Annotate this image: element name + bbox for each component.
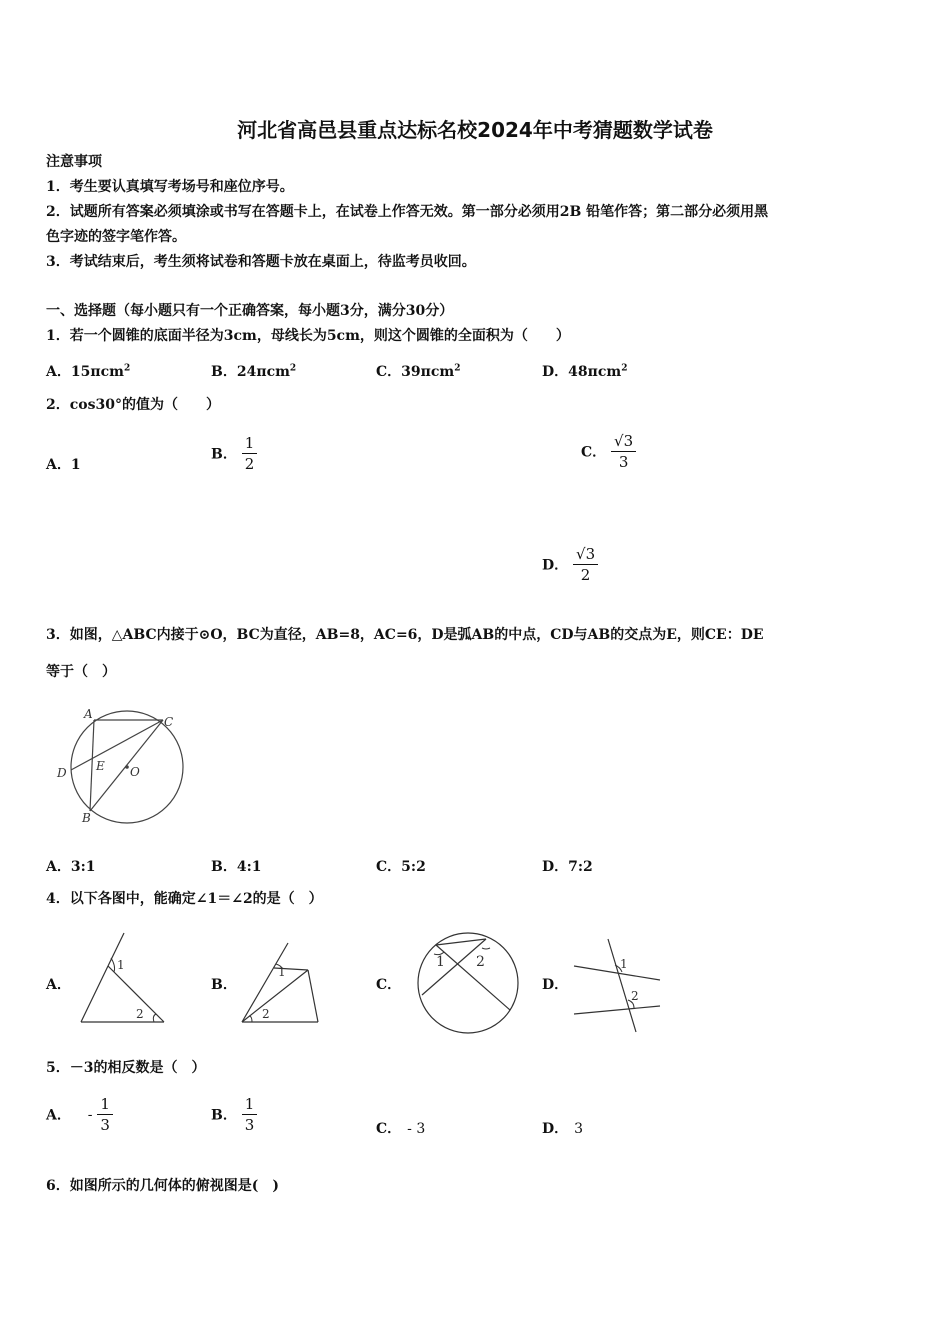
option-exponent: 2 [123,363,131,374]
option-label: D． [542,1121,569,1137]
q3-stem-line2: 等于（ ） [46,664,116,680]
q5-option-d[interactable] [542,1118,583,1138]
option-label: A． [46,1107,71,1124]
fraction [611,432,636,471]
option-label: D． [542,859,569,875]
denominator: 2 [580,566,591,584]
option-value: 24πcm [236,364,290,380]
notes-heading: 注意事项 [46,154,102,170]
line-2 [574,1006,660,1014]
angle-2-label: 2 [136,1007,144,1021]
q1-option-c[interactable] [376,361,461,381]
quad-right [308,970,318,1022]
transversal [608,939,636,1032]
option-label: C． [376,1121,402,1137]
q3-stem-line1: 3．如图，△ABC内接于⊙O，BC为直径，AB=8，AC=6，D是弧AB的中点，CD与AB的交点为E，则CE：DE [46,627,764,643]
angle-1-label: 1 [436,954,445,970]
q3-option-a[interactable] [46,856,96,876]
option-label: B． [211,364,237,380]
label-o: O [130,765,140,779]
option-label: C． [376,364,402,380]
option-label: D． [542,557,569,574]
chord-1 [436,945,510,1010]
option-label: C． [376,859,402,875]
q5-option-a[interactable] [46,1095,113,1134]
option-value: 39πcm [401,364,455,380]
q3-option-c[interactable] [376,856,426,876]
segment-ab [90,720,94,811]
fraction [242,434,258,473]
option-label: A． [46,859,71,875]
note-item-2-cont: 色字迹的签字笔作答。 [46,229,186,245]
negative-sign: - [87,1106,93,1123]
denominator: 3 [244,1116,255,1134]
option-exponent: 2 [454,363,461,374]
option-value: 15πcm [70,364,124,380]
q4-option-c[interactable]: C． [376,977,402,993]
denominator: 3 [100,1116,110,1134]
q3-circle-figure [50,700,190,830]
page-title: 河北省高邑县重点达标名校2024年中考猜题数学试卷 [237,118,713,142]
section-heading: 一、选择题（每小题只有一个正确答案，每小题3分，满分30分） [46,303,454,319]
q3-option-d[interactable] [542,856,593,876]
angle-1-label: 1 [620,957,628,971]
q4-stem: 4．以下各图中，能确定∠1＝∠2的是（ ） [46,891,323,907]
q5-option-b[interactable] [211,1095,257,1134]
q1-option-b[interactable] [211,361,296,381]
q6-stem: 6．如图所示的几何体的俯视图是( ) [46,1178,279,1194]
option-value: - 3 [407,1121,426,1137]
q4-figure-a [72,930,172,1028]
angle-2-label: 2 [262,1007,270,1021]
circle [418,933,518,1033]
diagonal [242,970,308,1022]
option-exponent: 2 [621,363,628,374]
angle-1-label: 1 [278,965,286,979]
fraction [573,545,598,584]
option-label: A． [46,364,71,380]
q4-option-b[interactable]: B． [211,977,237,993]
fraction [242,1095,258,1134]
option-value: 3:1 [70,859,96,875]
denominator: 2 [244,455,255,473]
option-value: 1 [70,457,81,473]
q5-stem: 5．－3的相反数是（ ） [46,1060,206,1076]
option-label: C． [581,444,607,461]
option-label: B． [211,1107,237,1124]
q2-option-c[interactable] [581,432,636,471]
angle-1-label: 1 [117,958,125,972]
option-label: B． [211,859,237,875]
q1-stem: 1．若一个圆锥的底面半径为3cm，母线长为5cm，则这个圆锥的全面积为（ ） [46,328,570,344]
fraction [97,1095,113,1134]
q3-option-b[interactable] [211,856,262,876]
numerator: √3 [573,545,598,565]
q2-option-a[interactable] [46,454,81,474]
q2-stem: 2．cos30°的值为（ ） [46,397,220,413]
option-exponent: 2 [289,363,297,374]
q2-option-d[interactable] [542,545,598,584]
option-value: 5:2 [401,859,426,875]
numerator: √3 [611,432,636,452]
numerator: 1 [242,1095,258,1115]
note-item-1: 1．考生要认真填写考场号和座位序号。 [46,179,294,195]
option-value: 3 [574,1121,584,1137]
option-value: 7:2 [568,859,593,875]
q4-option-d[interactable]: D． [542,977,569,993]
angle-2-arc [153,1014,156,1022]
q1-option-d[interactable] [542,361,627,381]
q2-option-b[interactable] [211,434,257,473]
q1-option-a[interactable] [46,361,130,381]
q4-figure-c [412,928,524,1040]
triangle-side-left [81,966,108,1022]
label-a: A [84,707,93,721]
option-label: B． [211,446,237,463]
q4-figure-b [238,940,328,1028]
numerator: 1 [97,1095,113,1115]
angle-2-label: 2 [476,954,485,970]
segment-cd [71,720,163,770]
center-point-o [125,765,129,769]
note-item-3: 3．考试结束后，考生须将试卷和答题卡放在桌面上，待监考员收回。 [46,254,476,270]
label-d: D [57,766,67,780]
denominator: 3 [618,453,629,471]
option-value: 4:1 [236,859,262,875]
option-label: D． [542,364,569,380]
option-value: 48πcm [568,364,622,380]
label-c: C [164,715,174,729]
angle-2-arc [249,1016,252,1022]
angle-2-arc [482,948,490,949]
numerator: 1 [242,434,258,454]
angle-2-label: 2 [631,989,639,1003]
label-e: E [96,759,105,773]
q5-option-c[interactable] [376,1118,425,1138]
option-label: A． [46,457,71,473]
q4-option-a[interactable]: A． [46,977,71,993]
q4-figure-d [572,936,667,1036]
note-item-2: 2．试题所有答案必须填涂或书写在答题卡上，在试卷上作答无效。第一部分必须用2B 铅笔作答；第二部分必须用黑 [46,204,769,220]
label-b: B [82,811,91,825]
